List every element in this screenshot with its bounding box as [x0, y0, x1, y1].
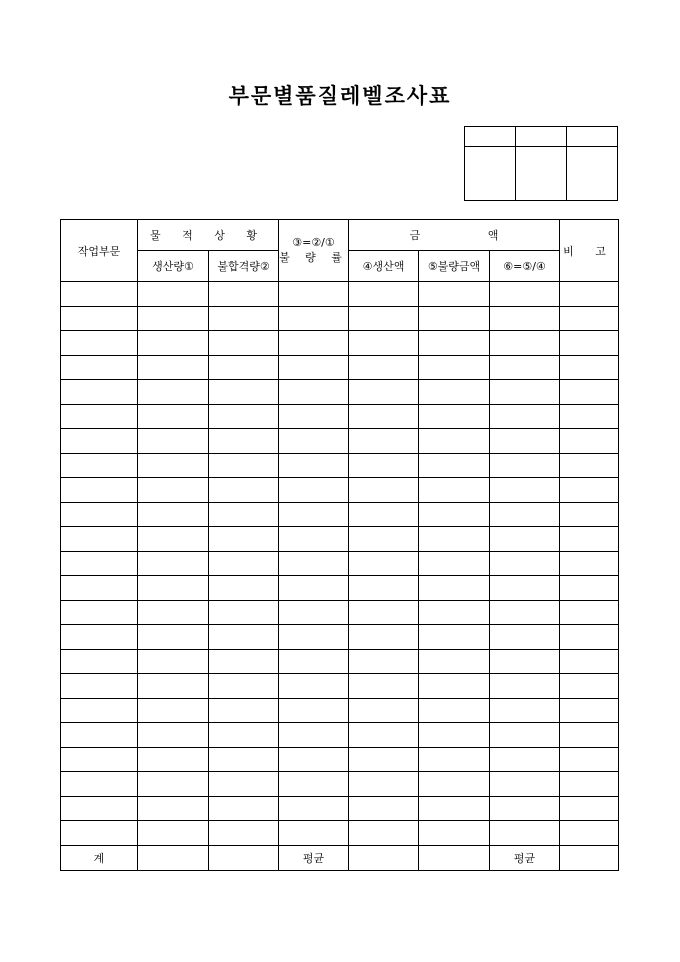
defect-amount-cell[interactable]	[419, 551, 490, 576]
average-ratio-label: 평균	[490, 845, 560, 870]
defect-rate-cell[interactable]	[279, 331, 349, 356]
defect-rate-cell[interactable]	[279, 576, 349, 601]
ratio-cell[interactable]	[490, 453, 560, 478]
table-row	[61, 625, 619, 650]
ratio-cell[interactable]	[490, 772, 560, 797]
ratio-cell[interactable]	[490, 649, 560, 674]
production-amount-cell[interactable]	[349, 649, 419, 674]
defect-rate-cell[interactable]	[279, 527, 349, 552]
defect-rate-cell[interactable]	[279, 551, 349, 576]
work-dept-cell[interactable]	[61, 772, 138, 797]
reject-qty-cell[interactable]	[209, 502, 279, 527]
production-amount-cell[interactable]	[349, 527, 419, 552]
defect-amount-cell[interactable]	[419, 796, 490, 821]
table-row	[61, 282, 619, 307]
remarks-cell[interactable]	[560, 723, 619, 748]
table-row	[61, 306, 619, 331]
table-row	[61, 527, 619, 552]
production-amount-cell[interactable]	[349, 478, 419, 503]
production-qty-cell[interactable]	[138, 355, 209, 380]
reject-qty-cell[interactable]	[209, 453, 279, 478]
production-amount-cell[interactable]	[349, 380, 419, 405]
defect-amount-cell[interactable]	[419, 723, 490, 748]
reject-qty-cell[interactable]	[209, 821, 279, 846]
production-amount-cell[interactable]	[349, 625, 419, 650]
header-defect-rate	[279, 220, 349, 282]
reject-qty-cell[interactable]	[209, 404, 279, 429]
defect-rate-cell[interactable]	[279, 478, 349, 503]
defect-rate-cell[interactable]	[279, 453, 349, 478]
defect-rate-cell[interactable]	[279, 600, 349, 625]
ratio-cell[interactable]	[490, 306, 560, 331]
production-qty-cell[interactable]	[138, 551, 209, 576]
production-amount-cell[interactable]	[349, 502, 419, 527]
approval-sign-cell-1[interactable]	[465, 147, 516, 201]
table-row	[61, 747, 619, 772]
header-material-status: 물 적 상 황	[138, 220, 279, 251]
table-body	[61, 282, 619, 846]
defect-amount-cell[interactable]	[419, 600, 490, 625]
work-dept-cell[interactable]	[61, 674, 138, 699]
ratio-cell[interactable]	[490, 796, 560, 821]
production-qty-cell[interactable]	[138, 796, 209, 821]
remarks-cell[interactable]	[560, 478, 619, 503]
production-amount-cell[interactable]	[349, 429, 419, 454]
reject-qty-cell[interactable]	[209, 772, 279, 797]
total-production-amount[interactable]	[349, 845, 419, 870]
production-amount-cell[interactable]	[349, 600, 419, 625]
production-amount-cell[interactable]	[349, 404, 419, 429]
defect-amount-cell[interactable]	[419, 502, 490, 527]
production-qty-cell[interactable]	[138, 772, 209, 797]
approval-header-cell-2	[516, 127, 567, 147]
ratio-cell[interactable]	[490, 576, 560, 601]
production-amount-cell[interactable]	[349, 674, 419, 699]
table-row	[61, 404, 619, 429]
defect-amount-cell[interactable]	[419, 649, 490, 674]
reject-qty-cell[interactable]	[209, 796, 279, 821]
production-qty-cell[interactable]	[138, 674, 209, 699]
defect-rate-cell[interactable]	[279, 380, 349, 405]
defect-amount-cell[interactable]	[419, 355, 490, 380]
remarks-cell[interactable]	[560, 576, 619, 601]
total-row	[61, 845, 619, 870]
reject-qty-cell[interactable]	[209, 527, 279, 552]
work-dept-cell[interactable]	[61, 331, 138, 356]
production-qty-cell[interactable]	[138, 625, 209, 650]
reject-qty-cell[interactable]	[209, 723, 279, 748]
production-qty-cell[interactable]	[138, 282, 209, 307]
production-amount-cell[interactable]	[349, 282, 419, 307]
production-qty-cell[interactable]	[138, 429, 209, 454]
production-qty-cell[interactable]	[138, 527, 209, 552]
ratio-cell[interactable]	[490, 723, 560, 748]
work-dept-cell[interactable]	[61, 600, 138, 625]
defect-amount-cell[interactable]	[419, 821, 490, 846]
reject-qty-cell[interactable]	[209, 600, 279, 625]
ratio-cell[interactable]	[490, 502, 560, 527]
production-amount-cell[interactable]	[349, 551, 419, 576]
header-work-dept: 작업부문	[61, 220, 138, 282]
defect-amount-cell[interactable]	[419, 404, 490, 429]
total-production-qty[interactable]	[138, 845, 209, 870]
ratio-cell[interactable]	[490, 355, 560, 380]
header-remarks: 비 고	[560, 220, 619, 282]
remarks-cell[interactable]	[560, 649, 619, 674]
approval-header-cell-3	[567, 127, 618, 147]
header-production-qty: 생산량①	[138, 251, 209, 282]
table-row	[61, 821, 619, 846]
table-row	[61, 502, 619, 527]
work-dept-cell[interactable]	[61, 282, 138, 307]
defect-amount-cell[interactable]	[419, 527, 490, 552]
remarks-cell[interactable]	[560, 380, 619, 405]
production-qty-cell[interactable]	[138, 502, 209, 527]
production-amount-cell[interactable]	[349, 821, 419, 846]
remarks-cell[interactable]	[560, 502, 619, 527]
defect-rate-cell[interactable]	[279, 282, 349, 307]
production-amount-cell[interactable]	[349, 698, 419, 723]
defect-amount-cell[interactable]	[419, 453, 490, 478]
table-row	[61, 453, 619, 478]
defect-amount-cell[interactable]	[419, 674, 490, 699]
production-amount-cell[interactable]	[349, 796, 419, 821]
table-row	[61, 698, 619, 723]
production-qty-cell[interactable]	[138, 453, 209, 478]
defect-rate-label: 불 량 률	[279, 251, 348, 264]
table-row	[61, 355, 619, 380]
ratio-cell[interactable]	[490, 429, 560, 454]
defect-rate-cell[interactable]	[279, 772, 349, 797]
work-dept-cell[interactable]	[61, 355, 138, 380]
defect-rate-cell[interactable]	[279, 625, 349, 650]
reject-qty-cell[interactable]	[209, 576, 279, 601]
work-dept-cell[interactable]	[61, 625, 138, 650]
defect-rate-cell[interactable]	[279, 502, 349, 527]
remarks-cell[interactable]	[560, 600, 619, 625]
production-qty-cell[interactable]	[138, 600, 209, 625]
production-qty-cell[interactable]	[138, 404, 209, 429]
defect-rate-cell[interactable]	[279, 649, 349, 674]
table-row	[61, 674, 619, 699]
ratio-cell[interactable]	[490, 674, 560, 699]
remarks-cell[interactable]	[560, 404, 619, 429]
defect-rate-cell[interactable]	[279, 674, 349, 699]
approval-sign-cell-2[interactable]	[516, 147, 567, 201]
reject-qty-cell[interactable]	[209, 551, 279, 576]
table-row	[61, 723, 619, 748]
defect-amount-cell[interactable]	[419, 380, 490, 405]
production-qty-cell[interactable]	[138, 723, 209, 748]
work-dept-cell[interactable]	[61, 551, 138, 576]
ratio-cell[interactable]	[490, 380, 560, 405]
defect-amount-cell[interactable]	[419, 772, 490, 797]
table-row	[61, 576, 619, 601]
reject-qty-cell[interactable]	[209, 649, 279, 674]
approval-box	[464, 126, 618, 201]
work-dept-cell[interactable]	[61, 429, 138, 454]
reject-qty-cell[interactable]	[209, 331, 279, 356]
production-amount-cell[interactable]	[349, 355, 419, 380]
work-dept-cell[interactable]	[61, 649, 138, 674]
table-row	[61, 772, 619, 797]
defect-amount-cell[interactable]	[419, 282, 490, 307]
ratio-cell[interactable]	[490, 698, 560, 723]
remarks-cell[interactable]	[560, 551, 619, 576]
production-qty-cell[interactable]	[138, 331, 209, 356]
defect-amount-cell[interactable]	[419, 747, 490, 772]
header-production-amount: ④생산액	[349, 251, 419, 282]
reject-qty-cell[interactable]	[209, 282, 279, 307]
remarks-cell[interactable]	[560, 355, 619, 380]
reject-qty-cell[interactable]	[209, 625, 279, 650]
table-row	[61, 600, 619, 625]
approval-header-cell-1	[465, 127, 516, 147]
production-qty-cell[interactable]	[138, 698, 209, 723]
remarks-cell[interactable]	[560, 747, 619, 772]
table-row	[61, 796, 619, 821]
defect-amount-cell[interactable]	[419, 576, 490, 601]
ratio-cell[interactable]	[490, 404, 560, 429]
table-row	[61, 331, 619, 356]
production-amount-cell[interactable]	[349, 576, 419, 601]
production-amount-cell[interactable]	[349, 306, 419, 331]
remarks-cell[interactable]	[560, 453, 619, 478]
defect-rate-cell[interactable]	[279, 355, 349, 380]
approval-sign-cell-3[interactable]	[567, 147, 618, 201]
remarks-cell[interactable]	[560, 625, 619, 650]
defect-amount-cell[interactable]	[419, 478, 490, 503]
remarks-cell[interactable]	[560, 331, 619, 356]
average-defect-rate-label: 평균	[279, 845, 349, 870]
remarks-cell[interactable]	[560, 698, 619, 723]
reject-qty-cell[interactable]	[209, 674, 279, 699]
reject-qty-cell[interactable]	[209, 380, 279, 405]
defect-rate-cell[interactable]	[279, 404, 349, 429]
work-dept-cell[interactable]	[61, 747, 138, 772]
ratio-cell[interactable]	[490, 478, 560, 503]
work-dept-cell[interactable]	[61, 502, 138, 527]
remarks-cell[interactable]	[560, 306, 619, 331]
ratio-cell[interactable]	[490, 625, 560, 650]
production-amount-cell[interactable]	[349, 747, 419, 772]
header-ratio: ⑥=⑤/④	[490, 251, 560, 282]
defect-amount-cell[interactable]	[419, 331, 490, 356]
work-dept-cell[interactable]	[61, 527, 138, 552]
page-title: 부문별품질레벨조사표	[228, 83, 452, 108]
defect-rate-cell[interactable]	[279, 723, 349, 748]
ratio-cell[interactable]	[490, 331, 560, 356]
total-label: 계	[61, 845, 138, 870]
work-dept-cell[interactable]	[61, 380, 138, 405]
work-dept-cell[interactable]	[61, 821, 138, 846]
defect-rate-cell[interactable]	[279, 698, 349, 723]
table-row	[61, 380, 619, 405]
ratio-cell[interactable]	[490, 282, 560, 307]
table-row	[61, 551, 619, 576]
header-amount: 금 액	[349, 220, 560, 251]
defect-amount-cell[interactable]	[419, 306, 490, 331]
header-defect-amount: ⑤불량금액	[419, 251, 490, 282]
reject-qty-cell[interactable]	[209, 698, 279, 723]
remarks-cell[interactable]	[560, 282, 619, 307]
reject-qty-cell[interactable]	[209, 306, 279, 331]
defect-amount-cell[interactable]	[419, 625, 490, 650]
ratio-cell[interactable]	[490, 527, 560, 552]
defect-amount-cell[interactable]	[419, 698, 490, 723]
defect-rate-cell[interactable]	[279, 796, 349, 821]
total-defect-amount[interactable]	[419, 845, 490, 870]
ratio-cell[interactable]	[490, 600, 560, 625]
table-row	[61, 649, 619, 674]
remarks-cell[interactable]	[560, 796, 619, 821]
defect-rate-cell[interactable]	[279, 429, 349, 454]
work-dept-cell[interactable]	[61, 796, 138, 821]
reject-qty-cell[interactable]	[209, 355, 279, 380]
total-reject-qty[interactable]	[209, 845, 279, 870]
table-row	[61, 478, 619, 503]
defect-rate-cell[interactable]	[279, 747, 349, 772]
production-qty-cell[interactable]	[138, 576, 209, 601]
production-qty-cell[interactable]	[138, 821, 209, 846]
ratio-cell[interactable]	[490, 551, 560, 576]
production-amount-cell[interactable]	[349, 723, 419, 748]
production-qty-cell[interactable]	[138, 747, 209, 772]
work-dept-cell[interactable]	[61, 723, 138, 748]
total-remarks[interactable]	[560, 845, 619, 870]
defect-amount-cell[interactable]	[419, 429, 490, 454]
defect-rate-formula: ③=②/①	[292, 236, 335, 249]
work-dept-cell[interactable]	[61, 576, 138, 601]
remarks-cell[interactable]	[560, 674, 619, 699]
production-amount-cell[interactable]	[349, 772, 419, 797]
production-qty-cell[interactable]	[138, 380, 209, 405]
remarks-cell[interactable]	[560, 429, 619, 454]
ratio-cell[interactable]	[490, 747, 560, 772]
production-qty-cell[interactable]	[138, 478, 209, 503]
production-qty-cell[interactable]	[138, 306, 209, 331]
reject-qty-cell[interactable]	[209, 747, 279, 772]
table-row	[61, 429, 619, 454]
work-dept-cell[interactable]	[61, 478, 138, 503]
quality-survey-table	[60, 219, 619, 871]
defect-rate-cell[interactable]	[279, 306, 349, 331]
work-dept-cell[interactable]	[61, 404, 138, 429]
reject-qty-cell[interactable]	[209, 429, 279, 454]
header-reject-qty: 불합격량②	[209, 251, 279, 282]
remarks-cell[interactable]	[560, 527, 619, 552]
work-dept-cell[interactable]	[61, 698, 138, 723]
work-dept-cell[interactable]	[61, 306, 138, 331]
remarks-cell[interactable]	[560, 772, 619, 797]
defect-rate-cell[interactable]	[279, 821, 349, 846]
ratio-cell[interactable]	[490, 821, 560, 846]
production-qty-cell[interactable]	[138, 649, 209, 674]
reject-qty-cell[interactable]	[209, 478, 279, 503]
production-amount-cell[interactable]	[349, 453, 419, 478]
production-amount-cell[interactable]	[349, 331, 419, 356]
remarks-cell[interactable]	[560, 821, 619, 846]
work-dept-cell[interactable]	[61, 453, 138, 478]
